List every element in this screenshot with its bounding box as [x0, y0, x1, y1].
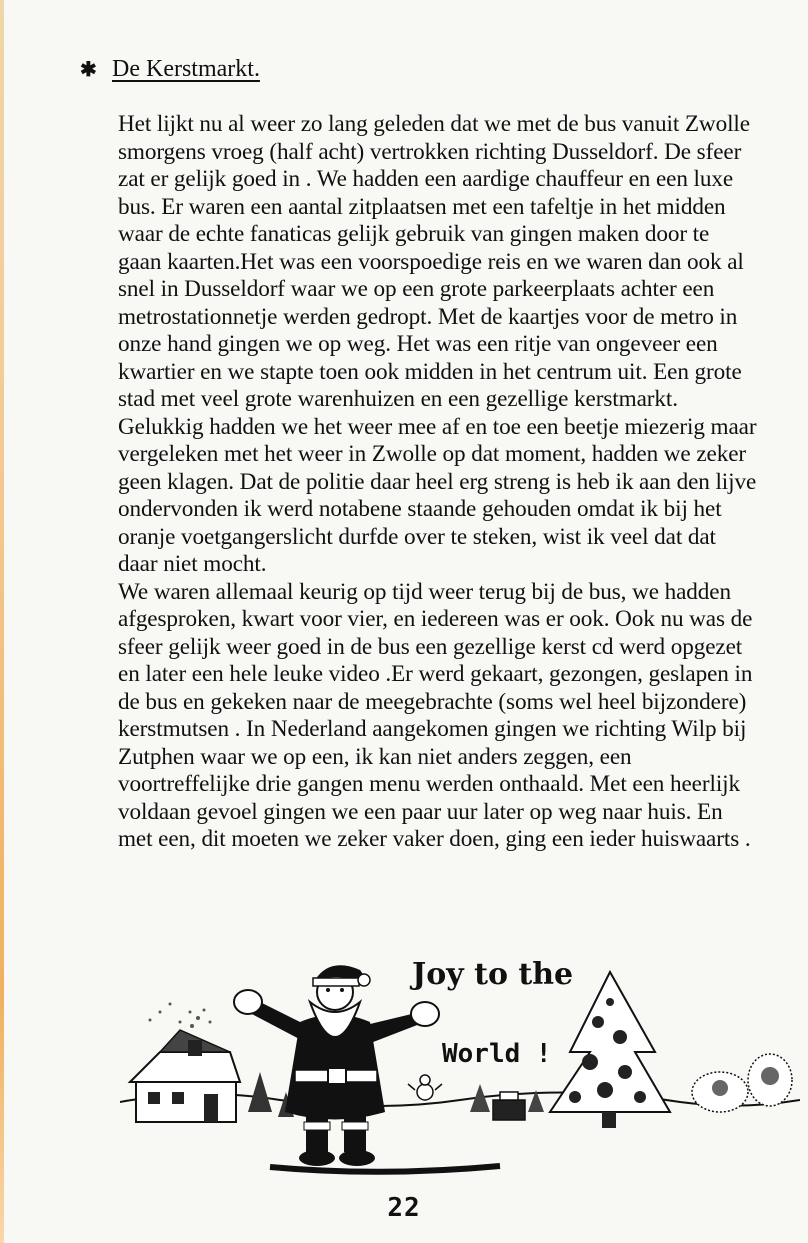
page-edge — [0, 0, 4, 1243]
text-line: bus. Er waren een aantal zitplaatsen met een tafeltje in het midden — [118, 193, 726, 220]
text-line: gaan kaarten.Het was een voorspoedige reis en we waren dan ook al — [118, 248, 744, 275]
asterisk-bullet-icon: ✱ — [80, 58, 97, 81]
greeting-line-2: World ! — [442, 1039, 552, 1069]
snowman-icon — [408, 1075, 442, 1100]
text-line: vergeleken met het weer in Zwolle op dat moment, hadden we zeker — [118, 441, 747, 467]
text-line: voldaan gevoel gingen we een paar uur later op weg naar huis. En — [118, 798, 723, 825]
text-line: metrostationnetje werden gedropt. Met de kaartjes voor de metro in — [118, 303, 738, 330]
text-line: stad met veel grote warenhuizen en een gezellige kerstmarkt. — [118, 386, 678, 412]
santa-claus-icon — [234, 965, 439, 1166]
christmas-tree-icon — [550, 972, 670, 1128]
article-body — [118, 111, 808, 854]
text-line: oranje voetgangerslicht durfde over te steken, wist ik veel dat dat — [118, 523, 716, 550]
text-line: Gelukkig hadden we het weer mee af en toe een beetje miezerig maar — [118, 413, 757, 440]
page-title: De Kerstmarkt. — [112, 56, 260, 82]
text-line: onze hand gingen we op weg. Het was een ritje van ongeveer een — [118, 331, 718, 357]
text-line: zat er gelijk goed in . We hadden een aardige chauffeur en een luxe — [118, 166, 734, 192]
text-line: waar de echte fanaticas gelijk gebruik van gingen maken door te — [118, 221, 710, 247]
text-line: afgesproken, kwart voor vier, en iedereen was er ook. Ook nu was de — [118, 606, 753, 632]
text-line: kwartier en we stapte toen ook midden in het centrum uit. Een grote — [118, 358, 742, 385]
text-line: voortreffelijke drie gangen menu werden onthaald. Met een heerlijk — [118, 771, 741, 797]
text-line: geen klagen. Dat de politie daar heel erg streng is heb ik aan den lijve — [118, 468, 757, 495]
section-heading — [80, 56, 260, 83]
text-line: snel in Dusseldorf waar we op een grote parkeerplaats achter een — [118, 276, 715, 302]
snowy-bush-icon — [692, 1054, 792, 1112]
text-line: met een, dit moeten we zeker vaker doen, ging een ieder huiswaarts . — [118, 826, 751, 852]
christmas-illustration — [120, 952, 800, 1182]
text-line: We waren allemaal keurig op tijd weer terug bij de bus, we hadden — [118, 578, 731, 605]
text-line: daar niet mocht. — [118, 551, 267, 577]
page-number: 22 — [387, 1193, 421, 1223]
text-line: Zutphen waar we op een, ik kan niet anders zeggen, een — [118, 743, 632, 770]
text-line: ondervonden ik werd notabene staande gehouden omdat ik bij het — [118, 496, 722, 522]
text-line: kerstmutsen . In Nederland aangekomen gingen we richting Wilp bij — [118, 716, 747, 742]
text-line: smorgens vroeg (half acht) vertrokken richting Dusseldorf. De sfeer — [118, 138, 742, 165]
text-line: de bus en gekeken naar de meegebrachte (soms wel heel bijzondere) — [118, 688, 747, 715]
text-line: sfeer gelijk weer goed in de bus een gezellige kerst cd werd opgezet — [118, 633, 743, 660]
text-line: Het lijkt nu al weer zo lang geleden dat we met de bus vanuit Zwolle — [118, 111, 750, 137]
greeting-line-1: Joy to the — [412, 957, 574, 992]
text-line: en later een hele leuke video .Er werd gekaart, gezongen, geslapen in — [118, 661, 753, 687]
cottage-icon — [130, 1003, 240, 1123]
